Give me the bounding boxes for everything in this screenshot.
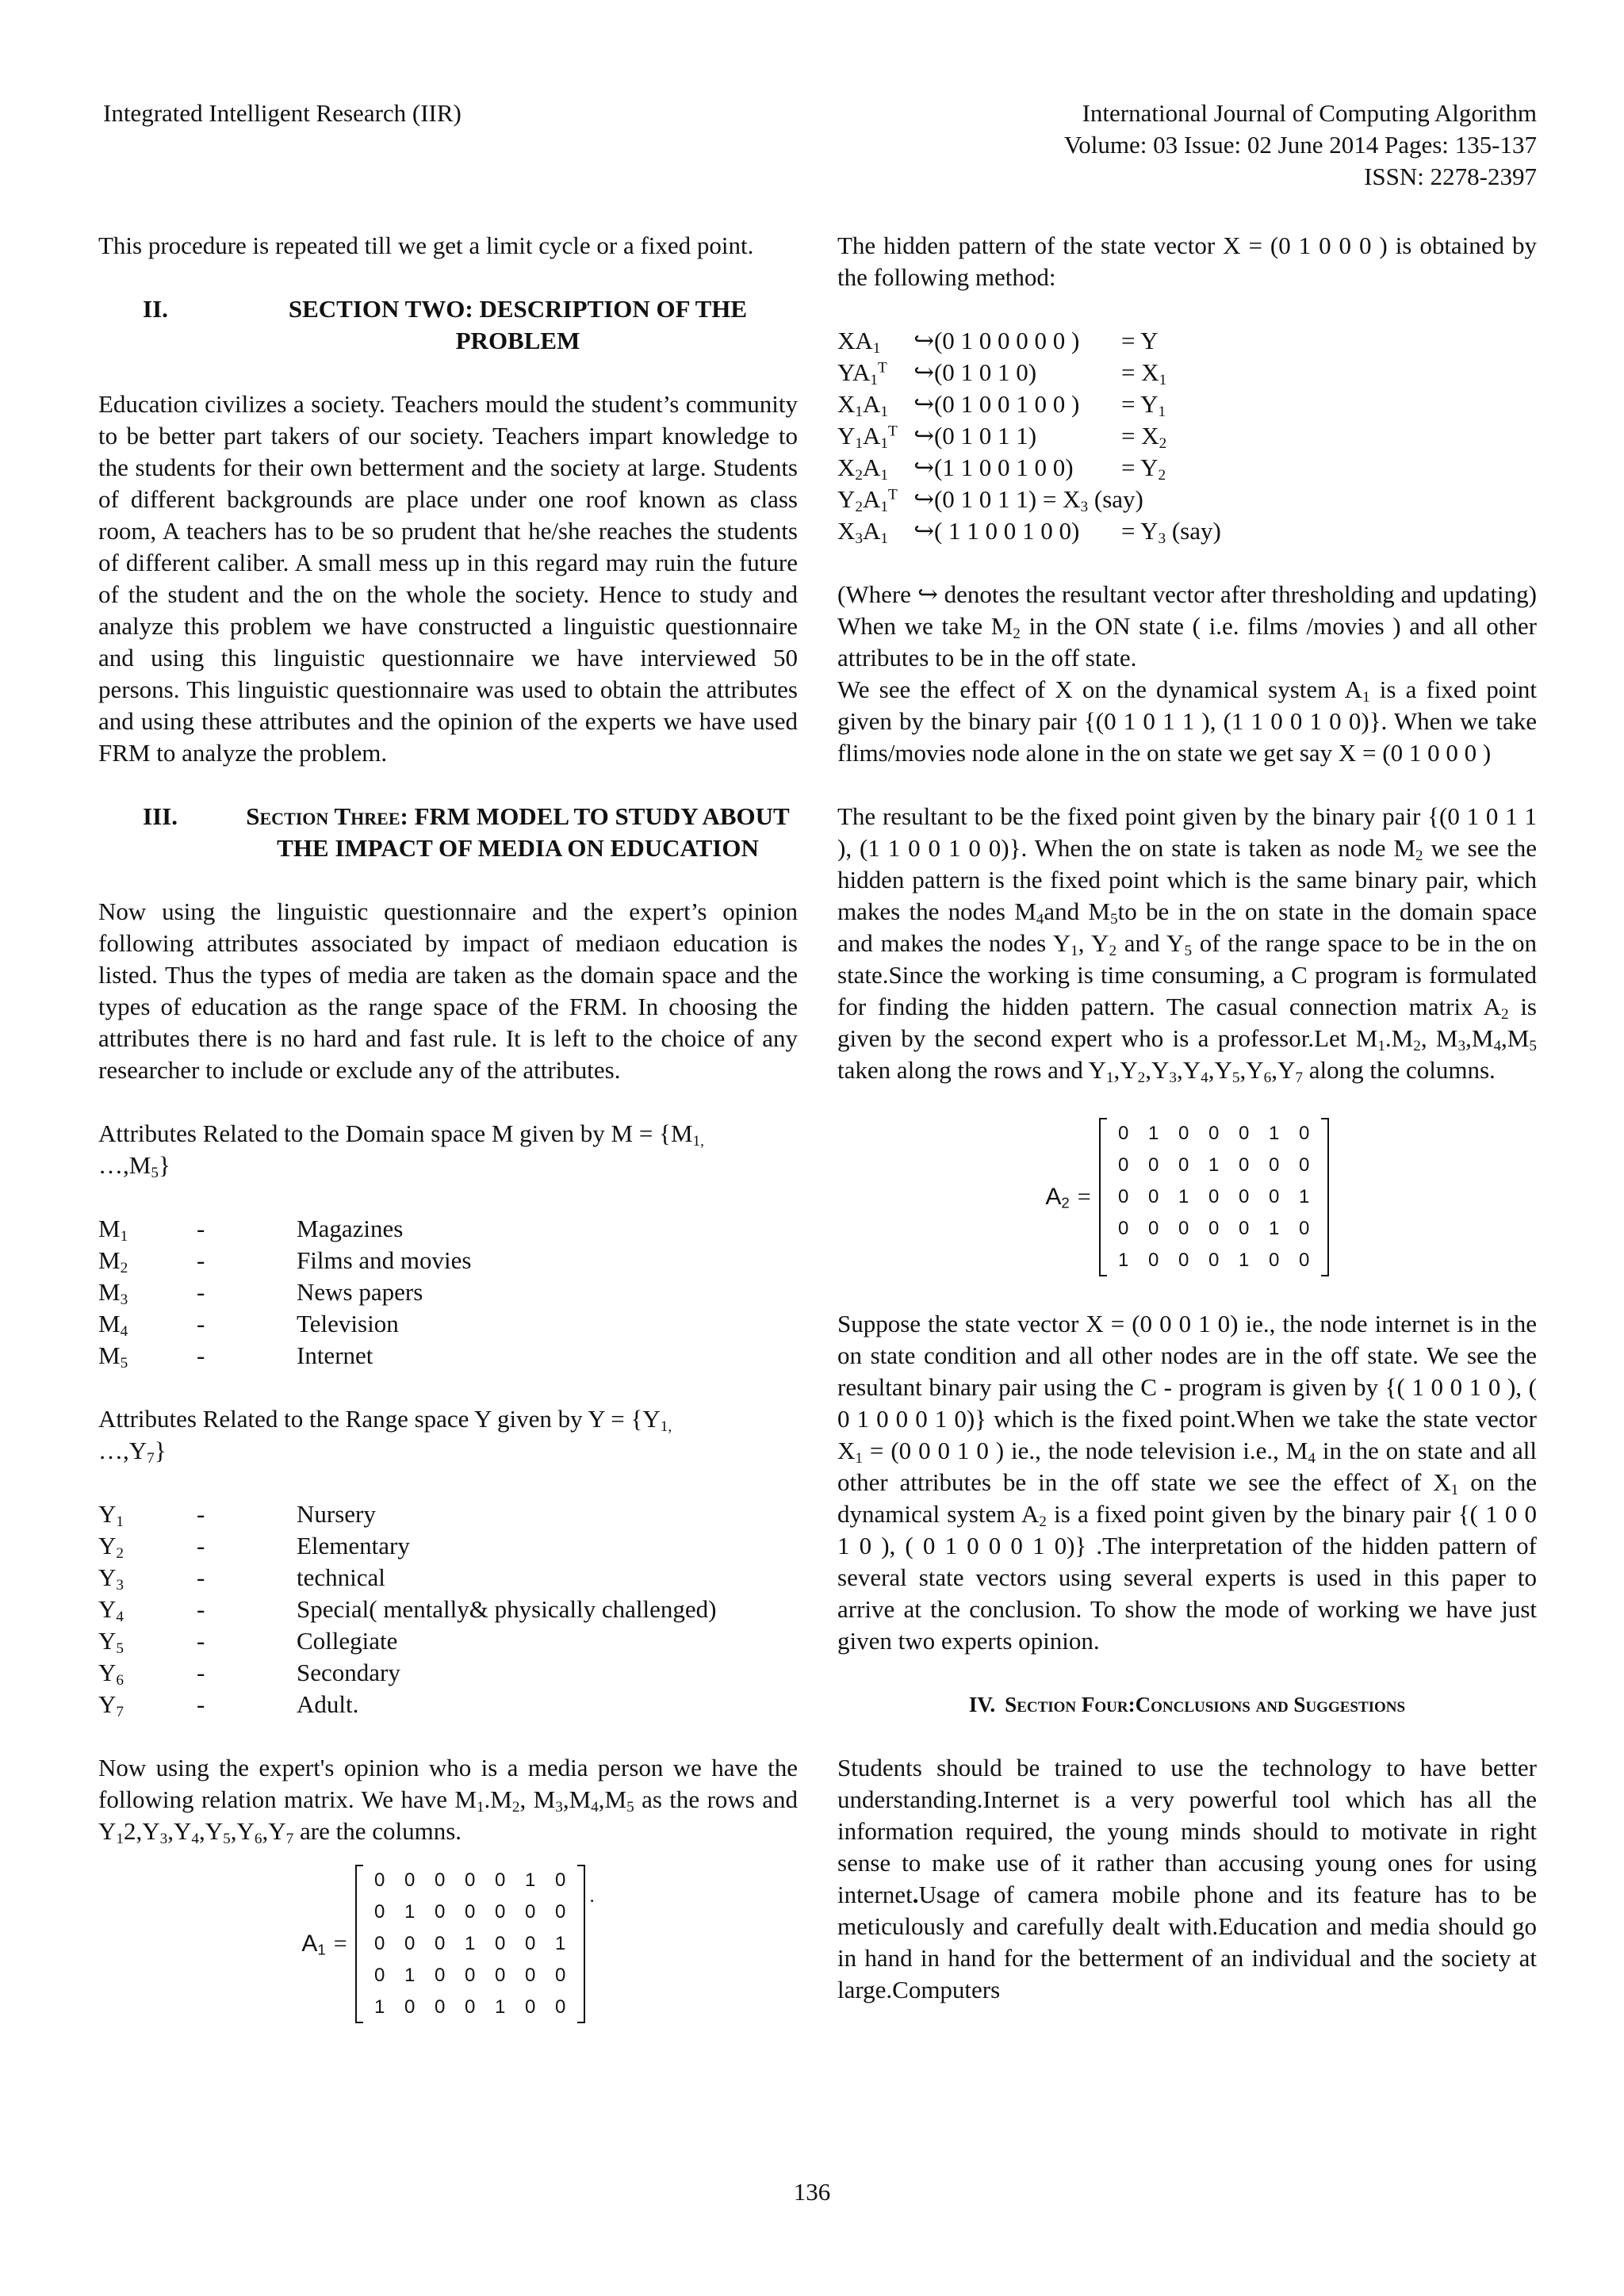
where-paragraph: (Where ↪ denotes the resultant vector after thresholding and updating) When we take $M_2$ in the ON state ( i.e. films /movies ) and all other attributes to be in the off state. [837, 580, 1537, 672]
matrix-row [1109, 1150, 1320, 1181]
matrix-cell: 1 [404, 1965, 416, 1986]
matrix-cell: 0 [1178, 1249, 1189, 1271]
matrix-cell: 1 [524, 1869, 536, 1891]
matrix-cell: 0 [373, 1933, 385, 1954]
matrix-row [365, 1896, 576, 1928]
matrix-cell: 0 [1147, 1249, 1159, 1271]
matrix-cell: 0 [1178, 1123, 1189, 1144]
matrix-row [1109, 1245, 1320, 1276]
matrix-row [1109, 1181, 1320, 1213]
matrix-cell: 0 [1208, 1186, 1220, 1207]
matrix-cell: 0 [434, 1933, 446, 1954]
matrix-row [365, 1992, 576, 2023]
running-header-left: Integrated Intelligent Research (IIR) [103, 99, 462, 127]
section-three-heading [98, 801, 798, 864]
matrix-cell: 0 [1117, 1123, 1129, 1144]
matrix-cell: 0 [1208, 1123, 1220, 1144]
matrix-intro: Now using the expert's opinion who is a media person we have the following relation matrix. We have $M_1.M_2$, $M_3,M_4,M_5$ as the rows and $Y_12,Y_3,Y_4,Y_5,Y_6,Y_7$ are the columns. [98, 1754, 798, 1847]
matrix-cell: 0 [1268, 1154, 1280, 1176]
left-column [98, 230, 798, 2023]
matrix-cell: 0 [1238, 1123, 1250, 1144]
matrix-label: $A_2$ [1045, 1184, 1070, 1211]
section-four-heading: IV. Section Four : Conclusions and Suggestions [837, 1689, 1537, 1720]
matrix-cell: 1 [464, 1933, 476, 1954]
matrix-row [365, 1928, 576, 1960]
matrix-cell: 0 [373, 1869, 385, 1891]
matrix-row [365, 1960, 576, 1992]
domain-intro: Attributes Related to the Domain space M given by $M = \{M_{1,}$ $\dots,M_5$} [98, 1119, 704, 1181]
matrix-row [1109, 1118, 1320, 1150]
matrix-cell: 0 [434, 1965, 446, 1986]
section-title: SECTION TWO: DESCRIPTION OF THE PROBLEM [288, 295, 748, 354]
range-list [98, 1498, 798, 1720]
matrix-cell: 0 [494, 1901, 506, 1923]
list-item: $M_1$ - Magazines [98, 1215, 404, 1245]
matrix-cell: 0 [373, 1965, 385, 1986]
equation-row: $X_2A_1$ ↪(1 1 0 0 1 0 0) = $Y_2$ [837, 453, 1166, 484]
matrix-cell: 1 [1268, 1218, 1280, 1239]
running-header-right [823, 98, 1537, 193]
matrix-cell: 0 [1298, 1154, 1310, 1176]
matrix-cell: 0 [1238, 1154, 1250, 1176]
list-item: $Y_1$ - Nursery [98, 1500, 376, 1530]
matrix-cell: 0 [494, 1933, 506, 1954]
matrix-cell: 0 [1147, 1154, 1159, 1176]
equation-list [837, 325, 1537, 547]
matrix-cell: 0 [524, 1901, 536, 1923]
matrix-cell: 0 [1178, 1154, 1189, 1176]
section-number: III. [143, 802, 178, 830]
matrix-cell: 0 [524, 1996, 536, 2018]
intro-paragraph: This procedure is repeated till we get a limit cycle or a fixed point. [98, 232, 754, 259]
matrix-cell: 0 [373, 1901, 385, 1923]
list-item: $Y_7$ - Adult. [98, 1690, 359, 1720]
section-number: IV. [968, 1693, 996, 1716]
hidden-pattern-intro: The hidden pattern of the state vector X = (0 1 0 0 0 ) is obtained by the following method: [837, 232, 1537, 291]
matrix-cell: 0 [1298, 1123, 1310, 1144]
matrix-cell: 1 [554, 1933, 566, 1954]
matrix-row [1109, 1213, 1320, 1245]
matrix-row [365, 1865, 576, 1896]
equation-row: $X_1A_1$ ↪(0 1 0 0 1 0 0 ) = $Y_1$ [837, 390, 1166, 420]
suppose-paragraph: Suppose the state vector X = (0 0 0 1 0) ie., the node internet is in the on state condition and all other nodes are in the off state. We see the resultant binary pair using the C - program is given by {( 1 0 0 1 0 ), ( 0 1 0 0 0 1 0)} which is the fixed point.When we take the state vector $X_1 = (0$ 0 0 1 0 ) ie., the node television i.e., $M_4$ in the on state and all other attributes be in the off state we see the effect of $X_1$ on the dynamical system $A_2$ is a fixed point given by the binary pair {( 1 0 0 1 0 ), ( 0 1 0 0 0 1 0)} .The interpretation of the hidden pattern of several state vectors using several experts is used in this paper to arrive at the conclusion. To show the mode of working we have just given two experts opinion. [837, 1310, 1537, 1655]
matrix-cell: 1 [1268, 1123, 1280, 1144]
journal-name: International Journal of Computing Algorithm [1082, 99, 1537, 127]
matrix-cell: 0 [1117, 1154, 1129, 1176]
equation-row: $YA_1^T$ ↪(0 1 0 1 0) = $X_1$ [837, 358, 1167, 388]
matrix-cell: 0 [1117, 1186, 1129, 1207]
effect-paragraph: We see the effect of X on the dynamical system $A_1$ is a fixed point given by the binary pair {(0 1 0 1 1 ), (1 1 0 0 1 0 0)}. When we take flims/movies node alone in the on state we get say X = (0 1 0 0 0 ) [837, 675, 1537, 767]
list-item: $Y_4$ - Special( mentally& physically challenged) [98, 1595, 717, 1625]
section-four-body: Students should be trained to use the technology to have better understanding.Internet is a very powerful tool which has all the information required, the young minds should to motivate in right sense to make use of it rather than accusing young ones for using internet.Usage of camera mobile phone and its feature has to be meticulously and carefully dealt with.Education and media should go in hand in hand for the betterment of an individual and the society at large.Computers [837, 1754, 1537, 2003]
matrix-cell: 0 [1238, 1218, 1250, 1239]
matrix-cell: 0 [464, 1996, 476, 2018]
matrix-cell: 1 [373, 1996, 385, 2018]
list-item: $Y_2$ - Elementary [98, 1532, 410, 1562]
section-title: Section Three: FRM MODEL TO STUDY ABOUT THE IMPACT OF MEDIA ON EDUCATION [246, 802, 790, 862]
matrix-cell: 0 [1208, 1249, 1220, 1271]
matrix-body [355, 1865, 585, 2023]
right-column [837, 230, 1537, 2006]
matrix-cell: 1 [1238, 1249, 1250, 1271]
journal-volume: Volume: 03 Issue: 02 June 2014 Pages: 135-137 [1063, 131, 1537, 159]
matrix-cell: 1 [1117, 1249, 1129, 1271]
matrix-cell: 0 [1178, 1218, 1189, 1239]
page-number: 136 [793, 2178, 831, 2206]
matrix-cell: 0 [464, 1965, 476, 1986]
matrix-cell: 0 [554, 1965, 566, 1986]
list-item: $M_2$ - Films and movies [98, 1246, 472, 1276]
matrix-label: $A_1$ [301, 1931, 326, 1958]
equation-row: $Y_2A_1^T$ ↪(0 1 0 1 $1) = X_3$ (say) [837, 485, 1143, 515]
equation-row: $X_3A_1$ ↪( 1 1 0 0 1 0 0) = $Y_3$ (say) [837, 517, 1221, 547]
equation-row: $Y_1A_1^T$ ↪(0 1 0 1 1) = $X_2$ [837, 422, 1167, 452]
equation-row: $XA_1$ ↪(0 1 0 0 0 0 0 ) = Y [837, 327, 1159, 357]
matrix-cell: 0 [1208, 1218, 1220, 1239]
matrix-cell: 1 [1147, 1123, 1159, 1144]
matrix-cell: 0 [1238, 1186, 1250, 1207]
section-three-body: Now using the linguistic questionnaire and the expert’s opinion following attributes associated by impact of mediaon education is listed. Thus the types of media are taken as the domain space and the types of education as the range space of the FRM. In choosing the attributes there is no hard and fast rule. It is left to the choice of any researcher to include or exclude any of the attributes. [98, 897, 798, 1084]
list-item: $Y_5$ - Collegiate [98, 1627, 398, 1657]
matrix-cell: 0 [404, 1933, 416, 1954]
matrix-body [1099, 1118, 1329, 1276]
matrix-cell: 0 [464, 1901, 476, 1923]
matrix-cell: 0 [494, 1869, 506, 1891]
matrix-cell: 0 [554, 1901, 566, 1923]
matrix-cell: 0 [404, 1996, 416, 2018]
matrix-cell: 1 [1208, 1154, 1220, 1176]
matrix-cell: 0 [554, 1869, 566, 1891]
list-item: $Y_6$ - Secondary [98, 1659, 400, 1689]
matrix-cell: 0 [524, 1965, 536, 1986]
domain-list [98, 1213, 798, 1372]
matrix-cell: 0 [434, 1869, 446, 1891]
matrix-cell: 0 [1147, 1218, 1159, 1239]
matrix-cell: 0 [1147, 1186, 1159, 1207]
matrix-cell: 1 [404, 1901, 416, 1923]
matrix-cell: 0 [434, 1901, 446, 1923]
matrix-cell: 0 [1298, 1218, 1310, 1239]
matrix-a1: $A_1$ = 0 0 0 0 0 1 0 0 1 0 0 0 0 0 0 0 0 1 0 0 1 0 1 0 0 0 0 0 1 0 0 0 1 0 0 . [98, 1865, 798, 2023]
section-two-heading [98, 293, 798, 357]
matrix-cell: 1 [1178, 1186, 1189, 1207]
matrix-cell: 0 [494, 1965, 506, 1986]
list-item: $M_4$ - Television [98, 1310, 399, 1340]
matrix-a2: $A_2$ = 0 1 0 0 0 1 0 0 0 0 1 0 0 0 0 0 1 0 0 0 1 0 0 0 0 0 1 0 1 0 0 0 1 0 0 [837, 1118, 1537, 1276]
matrix-cell: 1 [1298, 1186, 1310, 1207]
section-two-body: Education civilizes a society. Teachers mould the student’s community to be better part takers of our society. Teachers impart knowledge to the students for their own betterment and the society at large. Students of different backgrounds are place under one roof known as class room, A teachers has to be so prudent that he/she reaches the students of different caliber. A small mess up in this regard may ruin the future of the student and the on the whole the society. Hence to study and analyze this problem we have constructed a linguistic questionnaire and using this linguistic questionnaire we have interviewed 50 persons. This linguistic questionnaire was used to obtain the attributes and using these attributes and the opinion of the experts we have used FRM to analyze the problem. [98, 390, 798, 767]
list-item: $M_3$ - News papers [98, 1278, 423, 1308]
matrix-cell: 0 [1268, 1249, 1280, 1271]
matrix-cell: 0 [434, 1996, 446, 2018]
matrix-cell: 1 [494, 1996, 506, 2018]
matrix-cell: 0 [1298, 1249, 1310, 1271]
list-item: $M_5$ - Internet [98, 1341, 373, 1372]
matrix-cell: 0 [404, 1869, 416, 1891]
matrix-cell: 0 [1117, 1218, 1129, 1239]
section-number: II. [143, 295, 168, 323]
matrix-cell: 0 [554, 1996, 566, 2018]
matrix-cell: 0 [464, 1869, 476, 1891]
journal-issn: ISSN: 2278-2397 [1364, 163, 1537, 190]
matrix-cell: 0 [524, 1933, 536, 1954]
range-intro: Attributes Related to the Range space Y given by $Y = \{Y_{1,}$ $\dots,Y_7$} [98, 1405, 672, 1467]
list-item: $Y_3$ - technical [98, 1563, 385, 1594]
matrix-cell: 0 [1268, 1186, 1280, 1207]
resultant-paragraph: The resultant to be the fixed point given by the binary pair {(0 1 0 1 1 ), (1 1 0 0 1 0 0)}. When the on state is taken as node $M_2$ we see the hidden pattern is the fixed point which is the same binary pair, which makes the nodes $M_4and$ $M_5to$ be in the on state in the domain space and makes the nodes $Y_1$, $Y_2$ and $Y_5$ of the range space to be in the on state.Since the working is time consuming, a C program is formulated for finding the hidden pattern. The casual connection matrix $A_2$ is given by the second expert who is a professor.Let $M_1.M_2$, $M_3,M_4,M_5$ taken along the rows and $Y_1,Y_2,Y_3,Y_4,Y_5,Y_6,Y_7$ along the columns. [837, 802, 1537, 1086]
